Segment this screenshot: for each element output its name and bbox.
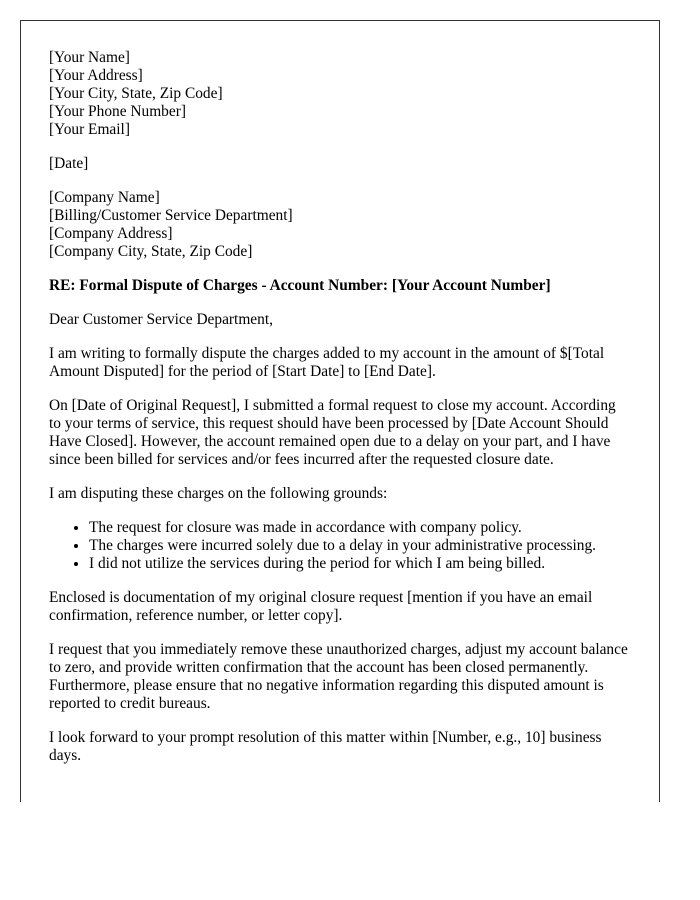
paragraph-intro: I am writing to formally dispute the charges added to my account in the amount of $[Total Amount Disputed] for the period of [Start Date] to [End Date]. (49, 345, 605, 380)
list-item: • The charges were incurred solely due to a delay in your administrative processing. (89, 537, 631, 555)
paragraph-grounds-intro: I am disputing these charges on the following grounds: (49, 485, 388, 502)
paragraph-enclosure: Enclosed is documentation of my original closure request [mention if you have an email confirmation, reference number, or letter copy]. (49, 589, 593, 624)
letter-page (20, 20, 660, 802)
letter-date: [Date] (49, 155, 89, 172)
list-item: • I did not utilize the services during the period for which I am being billed. (89, 555, 631, 573)
salutation: Dear Customer Service Department, (49, 311, 273, 328)
sender-email: [Your Email] (49, 121, 130, 138)
paragraph-background: On [Date of Original Request], I submitted a formal request to close my account. According to your terms of service, this request should have been processed by [Date Account Should Have Closed]. However, the account remained open due to a delay on your part, and I have since been billed for services and/or fees incurred after the requested closure date. (49, 397, 616, 468)
sender-address (49, 49, 631, 139)
paragraph-request: I request that you immediately remove these unauthorized charges, adjust my account balance to zero, and provide written confirmation that the account has been closed permanently. Furthermore, please ensure that no negative information regarding this disputed amount is reported to credit bureaus. (49, 641, 628, 712)
paragraph-closing: I look forward to your prompt resolution of this matter within [Number, e.g., 10] business days. (49, 729, 602, 764)
sender-phone: [Your Phone Number] (49, 103, 186, 120)
recipient-address (49, 189, 631, 261)
grounds-list (49, 519, 631, 573)
company-city: [Company City, State, Zip Code] (49, 243, 253, 260)
company-name: [Company Name] (49, 189, 160, 206)
sender-name: [Your Name] (49, 49, 130, 66)
sender-street: [Your Address] (49, 67, 143, 84)
company-street: [Company Address] (49, 225, 173, 242)
list-item: • The request for closure was made in accordance with company policy. (89, 519, 631, 537)
company-department: [Billing/Customer Service Department] (49, 207, 293, 224)
sender-city: [Your City, State, Zip Code] (49, 85, 223, 102)
subject-line: RE: Formal Dispute of Charges - Account Number: [Your Account Number] (49, 277, 551, 294)
